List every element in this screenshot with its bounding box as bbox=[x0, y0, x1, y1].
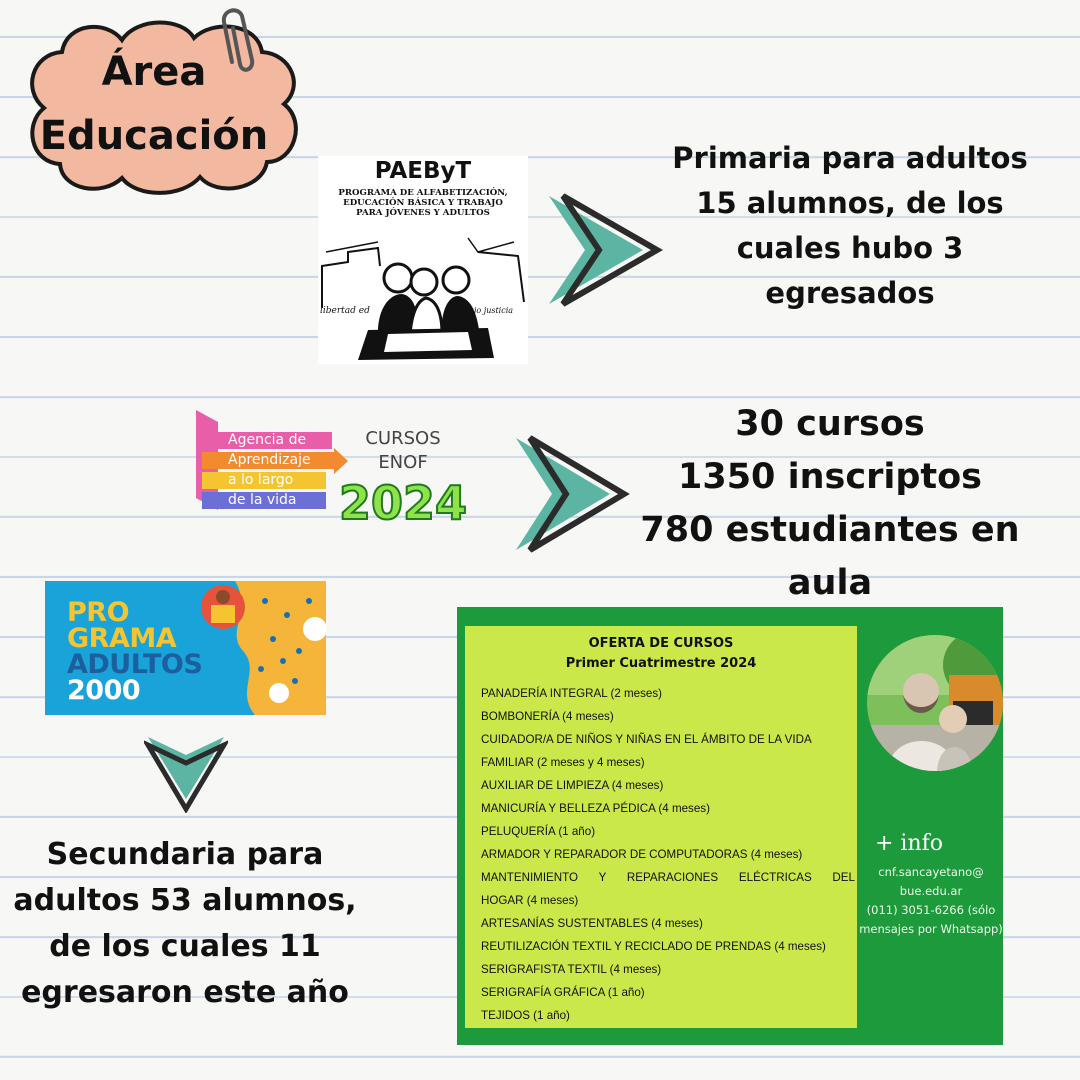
info-email-line-2: bue.edu.ar bbox=[899, 884, 963, 898]
list-item: BOMBONERÍA (4 meses) bbox=[481, 710, 614, 723]
list-item: MANICURÍA Y BELLEZA PÉDICA (4 meses) bbox=[481, 802, 710, 815]
info-email-line-1: cnf.sancayetano@ bbox=[878, 865, 984, 879]
enof-logo-text bbox=[360, 427, 446, 475]
adultos2000-info-line-1: Secundaria para bbox=[46, 837, 324, 872]
page-title-line-2: Educación bbox=[39, 113, 269, 159]
enof-logo bbox=[196, 410, 468, 540]
paebyt-logo bbox=[318, 156, 528, 364]
list-item: REUTILIZACIÓN TEXTIL Y RECICLADO DE PRENDAS (4 meses) bbox=[481, 940, 826, 953]
info-contact bbox=[859, 863, 1003, 939]
enof-logo-line-3: a lo largo bbox=[202, 472, 326, 489]
enof-logo-line-4: de la vida bbox=[202, 492, 326, 509]
list-item: ARMADOR Y REPARADOR DE COMPUTADORAS (4 meses) bbox=[481, 848, 803, 861]
adultos2000-logo bbox=[45, 581, 326, 715]
list-item: MANTENIMIENTO Y REPARACIONES ELÉCTRICAS DEL bbox=[481, 871, 855, 884]
oferta-heading: OFERTA DE CURSOS bbox=[588, 636, 734, 651]
enof-info-line-1: 30 cursos bbox=[735, 404, 925, 444]
enof-logo-line-2: Aprendizaje bbox=[202, 452, 338, 469]
list-item: TEJIDOS (1 año) bbox=[481, 1009, 570, 1022]
enof-logo-enof: ENOF bbox=[378, 452, 428, 473]
info-whatsapp: mensajes por Whatsapp) bbox=[859, 922, 1003, 936]
list-item: FAMILIAR (2 meses y 4 meses) bbox=[481, 756, 645, 769]
paebyt-info-line-1: Primaria para adultos bbox=[672, 141, 1028, 175]
list-item: PELUQUERÍA (1 año) bbox=[481, 825, 596, 838]
course-list bbox=[481, 682, 855, 1027]
page-title bbox=[34, 40, 274, 168]
avatar bbox=[867, 635, 1003, 771]
adultos2000-logo-line-1: PRO bbox=[67, 597, 130, 628]
paebyt-info bbox=[640, 136, 1060, 316]
enof-logo-line-1: Agencia de bbox=[202, 432, 332, 449]
page-title-line-1: Área bbox=[101, 49, 207, 95]
list-item: ARTESANÍAS SUSTENTABLES (4 meses) bbox=[481, 917, 703, 930]
enof-info bbox=[630, 398, 1030, 610]
adultos2000-info-line-2: adultos 53 alumnos, bbox=[13, 883, 357, 918]
paebyt-info-line-2: 15 alumnos, de los bbox=[696, 186, 1004, 220]
oferta-cursos-panel bbox=[465, 626, 857, 1028]
paebyt-illustration bbox=[318, 222, 528, 364]
adultos2000-logo-line-3: ADULTOS bbox=[67, 649, 203, 680]
paebyt-logo-subtitle bbox=[318, 188, 528, 218]
paebyt-info-line-4: egresados bbox=[765, 276, 935, 310]
list-item: CUIDADOR/A DE NIÑOS Y NIÑAS EN EL ÁMBITO DE LA VIDA bbox=[481, 733, 812, 746]
info-title: + info bbox=[875, 831, 944, 856]
enof-logo-cursos: CURSOS bbox=[365, 428, 441, 449]
adultos2000-logo-line-2: GRAMA bbox=[67, 623, 177, 654]
paebyt-logo-subtitle-2: EDUCACIÓN BÁSICA Y TRABAJO bbox=[343, 198, 503, 208]
oferta-subheading: Primer Cuatrimestre 2024 bbox=[565, 656, 757, 671]
enof-info-line-4: aula bbox=[787, 563, 873, 603]
paebyt-logo-footer-right: bajo justicia bbox=[464, 306, 514, 315]
paebyt-logo-subtitle-3: PARA JÓVENES Y ADULTOS bbox=[356, 208, 490, 218]
enof-info-line-2: 1350 inscriptos bbox=[677, 457, 982, 497]
list-item: SERIGRAFISTA TEXTIL (4 meses) bbox=[481, 963, 662, 976]
enof-info-line-3: 780 estudiantes en bbox=[640, 510, 1020, 550]
adultos2000-map bbox=[195, 581, 326, 715]
adultos2000-logo-line-4: 2000 bbox=[67, 675, 141, 706]
info-phone: (011) 3051-6266 (sólo bbox=[866, 903, 996, 917]
adultos2000-info-line-3: de los cuales 11 bbox=[49, 929, 321, 964]
arrow-right-icon bbox=[512, 432, 630, 554]
list-item: HOGAR (4 meses) bbox=[481, 894, 579, 907]
adultos2000-info-line-4: egresaron este año bbox=[21, 975, 349, 1010]
list-item: PANADERÍA INTEGRAL (2 meses) bbox=[481, 687, 663, 700]
enof-logo-year: 2024 bbox=[338, 476, 468, 530]
list-item: SERIGRAFÍA GRÁFICA (1 año) bbox=[481, 986, 645, 999]
paebyt-logo-footer-left: libertad ed bbox=[320, 306, 370, 316]
paebyt-info-line-3: cuales hubo 3 bbox=[736, 231, 964, 265]
arrow-down-icon bbox=[144, 733, 228, 813]
enof-logo-arrow bbox=[334, 448, 348, 474]
oferta-cursos-card bbox=[457, 607, 1003, 1045]
list-item: AUXILIAR DE LIMPIEZA (4 meses) bbox=[481, 779, 664, 792]
paebyt-logo-title: PAEByT bbox=[374, 158, 472, 184]
adultos2000-info bbox=[4, 832, 366, 1016]
paebyt-logo-subtitle-1: PROGRAMA DE ALFABETIZACIÓN, bbox=[338, 188, 508, 198]
